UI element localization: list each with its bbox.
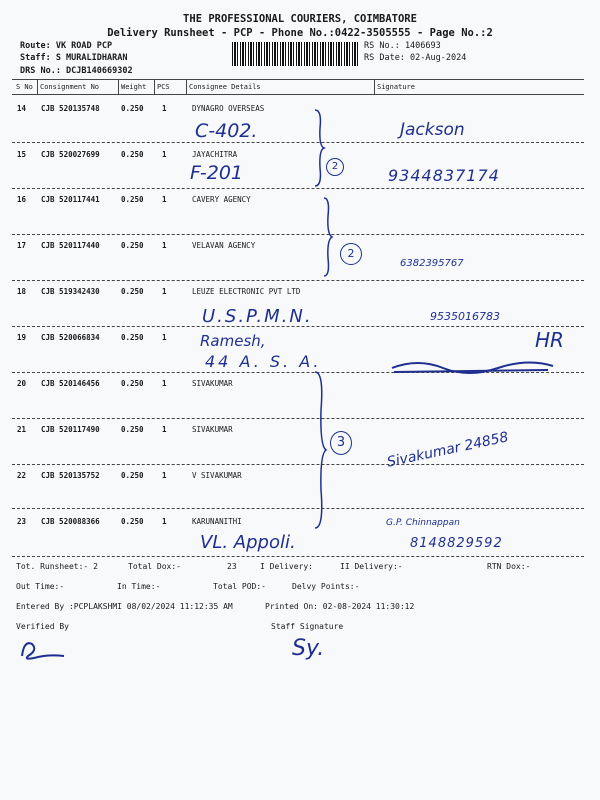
rs-date: RS Date: 02-Aug-2024 [364,53,467,63]
row-sno: 23 [17,517,27,526]
barcode [232,42,360,66]
handwritten-name-r19: Ramesh, [200,332,266,350]
printed-on: Printed On: 02-08-2024 11:30:12 [265,602,415,611]
handwritten-signature-r14: Jackson [400,120,465,140]
row-pcs: 1 [162,104,167,113]
brace-mark [322,196,334,278]
i-delivery-label: I Delivery: [260,562,313,571]
row-consignment: CJB 520146456 [41,379,100,388]
handwritten-phone-r17: 6382395767 [400,258,464,269]
row-weight: 0.250 [121,104,144,113]
row-pcs: 1 [162,195,167,204]
handwritten-hr: HR [535,328,564,352]
row-consignee: VELAVAN AGENCY [192,241,256,250]
row-weight: 0.250 [121,195,144,204]
col-consignee: Consignee Details [189,83,261,91]
row-weight: 0.250 [121,471,144,480]
drs-number: DRS No.: DCJB140669302 [20,66,133,76]
ii-delivery-label: II Delivery:- [340,562,403,571]
route-label: Route: VK ROAD PCP [20,41,113,51]
row-weight: 0.250 [121,517,144,526]
row-consignee: LEUZE ELECTRONIC PVT LTD [192,287,301,296]
brace-mark [312,108,326,188]
col-signature: Signature [377,83,415,91]
row-sno: 17 [17,241,27,250]
row-sno: 16 [17,195,27,204]
verifier-signature-mark [18,634,68,664]
handwritten-signature-r23: G.P. Chinnappan [386,518,460,528]
handwritten-phone-r18: 9535016783 [430,310,500,323]
row-sno: 15 [17,150,27,159]
handwritten-address-r19: 44 A. S. A. [205,352,322,371]
handwritten-phone-r15: 9344837174 [388,166,500,185]
row-consignment: CJB 520117441 [41,195,100,204]
staff-signature-mark: Sy. [292,636,325,661]
row-weight: 0.250 [121,241,144,250]
circled-number: 3 [330,431,352,455]
col-sno: S No [16,83,33,91]
circled-number: 2 [326,158,344,176]
row-sno: 18 [17,287,27,296]
brace-mark [312,370,328,530]
row-weight: 0.250 [121,333,144,342]
rtn-dox-label: RTN Dox:- [487,562,531,571]
row-consignment: CJB 520066834 [41,333,100,342]
row-consignee: JAYACHITRA [192,150,238,159]
in-time-label: In Time:- [117,582,161,591]
col-pcs: PCS [157,83,170,91]
circled-number: 2 [340,243,362,265]
row-consignee: DYNAGRO OVERSEAS [192,104,265,113]
row-pcs: 1 [162,241,167,250]
col-consignment: Consignment No [40,83,100,91]
rs-number: RS No.: 1406693 [364,41,441,51]
row-sno: 21 [17,425,27,434]
total-dox-value: 23 [227,562,237,571]
row-weight: 0.250 [121,287,144,296]
handwritten-phone-r23: 8148829592 [410,536,503,551]
delivery-points-label: Delvy Points:- [292,582,360,591]
row-pcs: 1 [162,425,167,434]
runsheet-subtitle: Delivery Runsheet - PCP - Phone No.:0422-3505555 - Page No.:2 [107,27,493,39]
col-weight: Weight [121,83,147,91]
out-time-label: Out Time:- [16,582,65,591]
row-consignment: CJB 520135748 [41,104,100,113]
row-weight: 0.250 [121,150,144,159]
row-pcs: 1 [162,150,167,159]
handwritten-signature-r22: Sivakumar 24858 [385,429,510,471]
row-consignment: CJB 520027699 [41,150,100,159]
total-pod-label: Total POD:- [213,582,266,591]
row-consignment: CJB 520088366 [41,517,100,526]
company-title: THE PROFESSIONAL COURIERS, COIMBATORE [183,13,417,25]
header-rule-bottom [12,94,584,95]
row-sno: 19 [17,333,27,342]
row-consignment: CJB 519342430 [41,287,100,296]
entered-by: Entered By :PCPLAKSHMI 08/02/2024 11:12:35 AM [16,602,233,611]
verified-by-label: Verified By [16,622,69,631]
row-consignment: CJB 520135752 [41,471,100,480]
total-runsheet: Tot. Runsheet:- 2 [16,562,98,571]
staff-signature-label: Staff Signature [271,622,344,631]
row-consignment: CJB 520117490 [41,425,100,434]
row-consignee: CAVERY AGENCY [192,195,251,204]
row-weight: 0.250 [121,425,144,434]
row-consignee: SIVAKUMAR [192,425,233,434]
handwritten-name-r18: U.S.P.M.N. [202,306,313,327]
staff-label: Staff: S MURALIDHARAN [20,53,128,63]
row-sno: 20 [17,379,27,388]
handwritten-flat-r15: F-201 [190,162,244,184]
row-pcs: 1 [162,379,167,388]
row-sno: 14 [17,104,27,113]
header-rule-top [12,79,584,80]
handwritten-flat-r14: C-402. [195,120,258,142]
row-pcs: 1 [162,517,167,526]
handwritten-name-r23: VL. Appoli. [200,532,296,553]
row-consignee: KARUNANITHI [192,517,242,526]
row-pcs: 1 [162,333,167,342]
row-pcs: 1 [162,471,167,480]
row-pcs: 1 [162,287,167,296]
total-dox-label: Total Dox:- [128,562,181,571]
row-consignee: SIVAKUMAR [192,379,233,388]
row-sno: 22 [17,471,27,480]
scribble-mark [388,356,558,378]
row-consignment: CJB 520117440 [41,241,100,250]
row-consignee: V SIVAKUMAR [192,471,242,480]
row-weight: 0.250 [121,379,144,388]
